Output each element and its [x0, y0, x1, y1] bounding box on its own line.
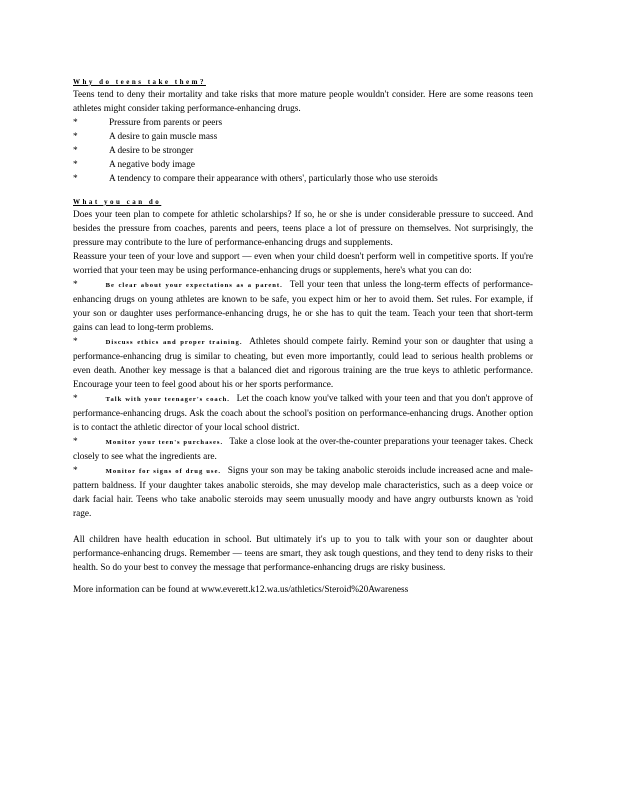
tip-item — [73, 435, 533, 464]
list-item — [73, 144, 533, 158]
bullet: * — [73, 118, 78, 128]
bullet: * — [73, 174, 78, 184]
bullet: * — [73, 466, 78, 476]
list-item-text: A desire to gain muscle mass — [109, 132, 218, 142]
bullet: * — [73, 132, 78, 142]
bullet: * — [73, 160, 78, 170]
list-item — [73, 158, 533, 172]
spacer — [73, 521, 533, 533]
document-page — [73, 74, 533, 597]
paragraph-health-education: All children have health education in school. But ultimately it's up to you to talk with your son or daughter about performance-enhancing drugs. Remember — teens are smart, they ask tough questions, and they tend to deny risks to their health. So do your best to convey the message that performance-enhancing drugs are risky business. — [73, 535, 533, 573]
tip-item — [73, 335, 533, 392]
tip-text: Signs your son may be taking anabolic steroids include increased acne and male-pattern baldness. If your daughter takes anabolic steroids, she may develop male characteristics, such as a deep voice or dark facial hair. Teens who take anabolic steroids may seem unusually moody and have angry outbursts known as 'roid rage. — [73, 466, 533, 519]
tip-lead: Talk with your teenager's coach. — [105, 396, 230, 403]
list-item — [73, 130, 533, 144]
bullet: * — [73, 146, 78, 156]
tip-lead: Monitor your teen's purchases. — [105, 439, 224, 446]
paragraph-reassure: Reassure your teen of your love and support — even when your child doesn't perform well in competitive sports. If you're worried that your teen may be using performance-enhancing drugs or supplements, here's what you can do: — [73, 252, 533, 276]
list-item — [73, 116, 533, 130]
tip-item — [73, 278, 533, 335]
bullet: * — [73, 280, 78, 290]
list-item-text: A tendency to compare their appearance with others', particularly those who use steroids — [109, 174, 438, 184]
heading-what-you-can-do: What you can do — [73, 198, 162, 206]
heading-why-teens: Why do teens take them? — [73, 78, 206, 86]
list-item-text: A negative body image — [109, 160, 195, 170]
reasons-list — [73, 116, 533, 186]
tip-item — [73, 392, 533, 435]
tips-list — [73, 278, 533, 521]
list-item-text: A desire to be stronger — [109, 146, 194, 156]
paragraph-scholarships: Does your teen plan to compete for athletic scholarships? If so, he or she is under considerable pressure to succeed. And besides the pressure from coaches, parents and peers, teens place a lot of pressure on themselves. Not surprisingly, the pressure may contribute to the lure of performance-enhancing drugs and supplements. — [73, 210, 533, 248]
tip-text: Let the coach know you've talked with your teen and that you don't approve of performance-enhancing drugs. Ask the coach about the school's position on performance-enhancing drugs. Another option is to contact the athletic director of your local school district. — [73, 394, 533, 433]
tip-text: Athletes should compete fairly. Remind your son or daughter that using a performance-enhancing drug is similar to cheating, but even more importantly, could lead to serious health problems or even death. Another key message is that a balanced diet and rigorous training are the true keys to athletic performance. Encourage your teen to feel good about his or her sports performance. — [73, 337, 533, 390]
list-item-text: Pressure from parents or peers — [109, 118, 223, 128]
bullet: * — [73, 337, 78, 347]
more-information-line: More information can be found at www.everett.k12.wa.us/athletics/Steroid%20Awareness — [73, 585, 409, 595]
tip-lead: Discuss ethics and proper training. — [105, 339, 243, 346]
list-item — [73, 172, 533, 186]
bullet: * — [73, 437, 78, 447]
bullet: * — [73, 394, 78, 404]
tip-lead: Monitor for signs of drug use. — [105, 468, 222, 475]
tip-text: Take a close look at the over-the-counter preparations your teenager takes. Check closely to see what the ingredients are. — [73, 437, 534, 462]
tip-item — [73, 464, 533, 521]
intro-paragraph: Teens tend to deny their mortality and take risks that more mature people wouldn't consider. Here are some reasons teen athletes might consider taking performance-enhancing drugs. — [73, 90, 533, 114]
spacer — [73, 575, 533, 583]
tip-lead: Be clear about your expectations as a parent. — [105, 282, 283, 289]
tip-text: Tell your teen that unless the long-term effects of performance-enhancing drugs on young athletes are known to be safe, you expect him or her to avoid them. Set rules. For example, if your son or daughter uses performance-enhancing drugs, he or she has to quit the team. Teach your teen that short-term gains can lead to long-term problems. — [73, 280, 534, 333]
